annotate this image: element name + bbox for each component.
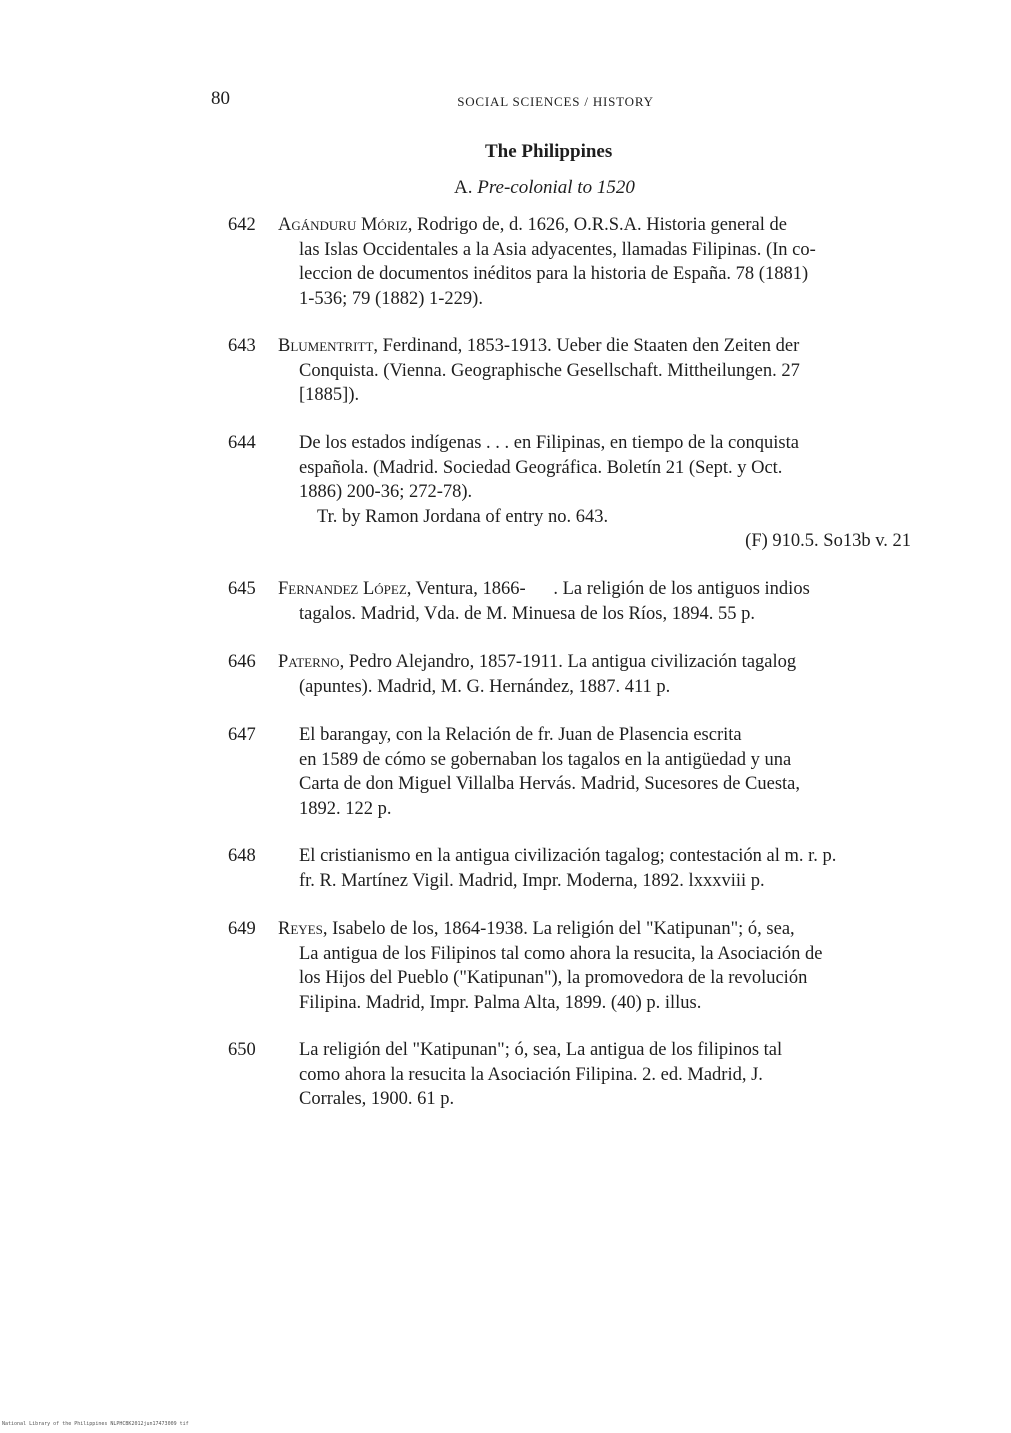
entry-line: 1-536; 79 (1882) 1-229). bbox=[299, 288, 483, 309]
entry-text bbox=[299, 844, 911, 893]
scan-footer: National Library of the Philippines NLPHCBK2012jun17473009 tif bbox=[2, 1421, 189, 1427]
entry-line: Filipina. Madrid, Impr. Palma Alta, 1899. (40) p. illus. bbox=[299, 992, 702, 1013]
page-number: 80 bbox=[211, 88, 230, 109]
entry-number: 645 bbox=[228, 579, 256, 599]
entry-number: 643 bbox=[228, 336, 256, 356]
entry-number: 644 bbox=[228, 433, 256, 453]
subsection-title bbox=[454, 177, 635, 199]
entry-line: Rodrigo de, d. 1626, O.R.S.A. Historia general de bbox=[412, 215, 787, 235]
entry-line: fr. R. Martínez Vigil. Madrid, Impr. Moderna, 1892. lxxxviii p. bbox=[299, 870, 765, 891]
entry-number: 649 bbox=[228, 919, 256, 939]
entry-author: Paterno, bbox=[278, 652, 345, 672]
entry-line: (apuntes). Madrid, M. G. Hernández, 1887. 411 p. bbox=[299, 676, 671, 697]
entry-line: Pedro Alejandro, 1857-1911. La antigua civilización tagalog bbox=[344, 652, 797, 672]
entry-line: las Islas Occidentales a la Asia adyacentes, llamadas Filipinas. (In co- bbox=[299, 239, 816, 260]
entry-line: española. (Madrid. Sociedad Geográfica. Boletín 21 (Sept. y Oct. bbox=[299, 457, 783, 478]
entry-number: 647 bbox=[228, 725, 256, 745]
entry-number: 650 bbox=[228, 1040, 256, 1060]
entry-line: [1885]). bbox=[299, 385, 360, 405]
entry-line: como ahora la resucita la Asociación Filipina. 2. ed. Madrid, J. bbox=[299, 1064, 763, 1085]
entry-line: Ferdinand, 1853-1913. Ueber die Staaten den Zeiten der bbox=[378, 336, 800, 356]
entry-number: 646 bbox=[228, 652, 256, 672]
call-number: (F) 910.5. So13b v. 21 bbox=[745, 531, 911, 551]
section-title: The Philippines bbox=[485, 141, 613, 162]
entry-line: De los estados indígenas . . . en Filipinas, en tiempo de la conquista bbox=[299, 433, 799, 453]
entry-line: leccion de documentos inéditos para la historia de España. 78 (1881) bbox=[299, 264, 809, 284]
entry-line: La antigua de los Filipinos tal como ahora la resucita, la Asociación de bbox=[299, 943, 823, 964]
entry-line: 1892. 122 p. bbox=[299, 798, 392, 819]
entry-line: tagalos. Madrid, Vda. de M. Minuesa de los Ríos, 1894. 55 p. bbox=[299, 603, 755, 624]
subsection-letter: A. bbox=[454, 177, 473, 198]
entry-text bbox=[299, 431, 911, 529]
entry-line: La religión del "Katipunan"; ó, sea, La antigua de los filipinos tal bbox=[299, 1040, 783, 1060]
entry-line: Ventura, 1866- . La religión de los antiguos indios bbox=[411, 579, 810, 599]
entry-line: 1886) 200-36; 272-78). bbox=[299, 482, 473, 502]
entry-text bbox=[278, 917, 911, 1015]
entry-line: El cristianismo en la antigua civilización tagalog; contestación al m. r. p. bbox=[299, 846, 837, 866]
entry-text bbox=[278, 334, 911, 408]
subsection-name: Pre-colonial to 1520 bbox=[477, 177, 635, 198]
entry-number: 648 bbox=[228, 846, 256, 866]
entry-author: Blumentritt, bbox=[278, 336, 379, 356]
entry-text bbox=[278, 577, 911, 626]
entry-line: los Hijos del Pueblo ("Katipunan"), la promovedora de la revolución bbox=[299, 968, 808, 988]
running-head: SOCIAL SCIENCES / HISTORY bbox=[457, 94, 654, 109]
entry-number: 642 bbox=[228, 215, 256, 235]
entry-note: Tr. by Ramon Jordana of entry no. 643. bbox=[317, 506, 609, 527]
entry-line: Conquista. (Vienna. Geographische Gesellschaft. Mittheilungen. 27 bbox=[299, 360, 800, 381]
entry-author: Agánduru Móriz, bbox=[278, 215, 413, 235]
entry-line: en 1589 de cómo se gobernaban los tagalos en la antigüedad y una bbox=[299, 749, 792, 770]
entry-text bbox=[278, 650, 911, 699]
entry-line: El barangay, con la Relación de fr. Juan de Plasencia escrita bbox=[299, 725, 742, 745]
entry-text bbox=[299, 1038, 911, 1112]
entry-line: Carta de don Miguel Villalba Hervás. Madrid, Sucesores de Cuesta, bbox=[299, 774, 801, 794]
entry-line: Corrales, 1900. 61 p. bbox=[299, 1089, 455, 1109]
entry-author: Fernandez López, bbox=[278, 579, 412, 599]
entry-text bbox=[299, 723, 911, 821]
entry-author: Reyes, bbox=[278, 919, 328, 939]
entry-line: Isabelo de los, 1864-1938. La religión del "Katipunan"; ó, sea, bbox=[327, 919, 795, 939]
entry-text bbox=[278, 213, 911, 311]
